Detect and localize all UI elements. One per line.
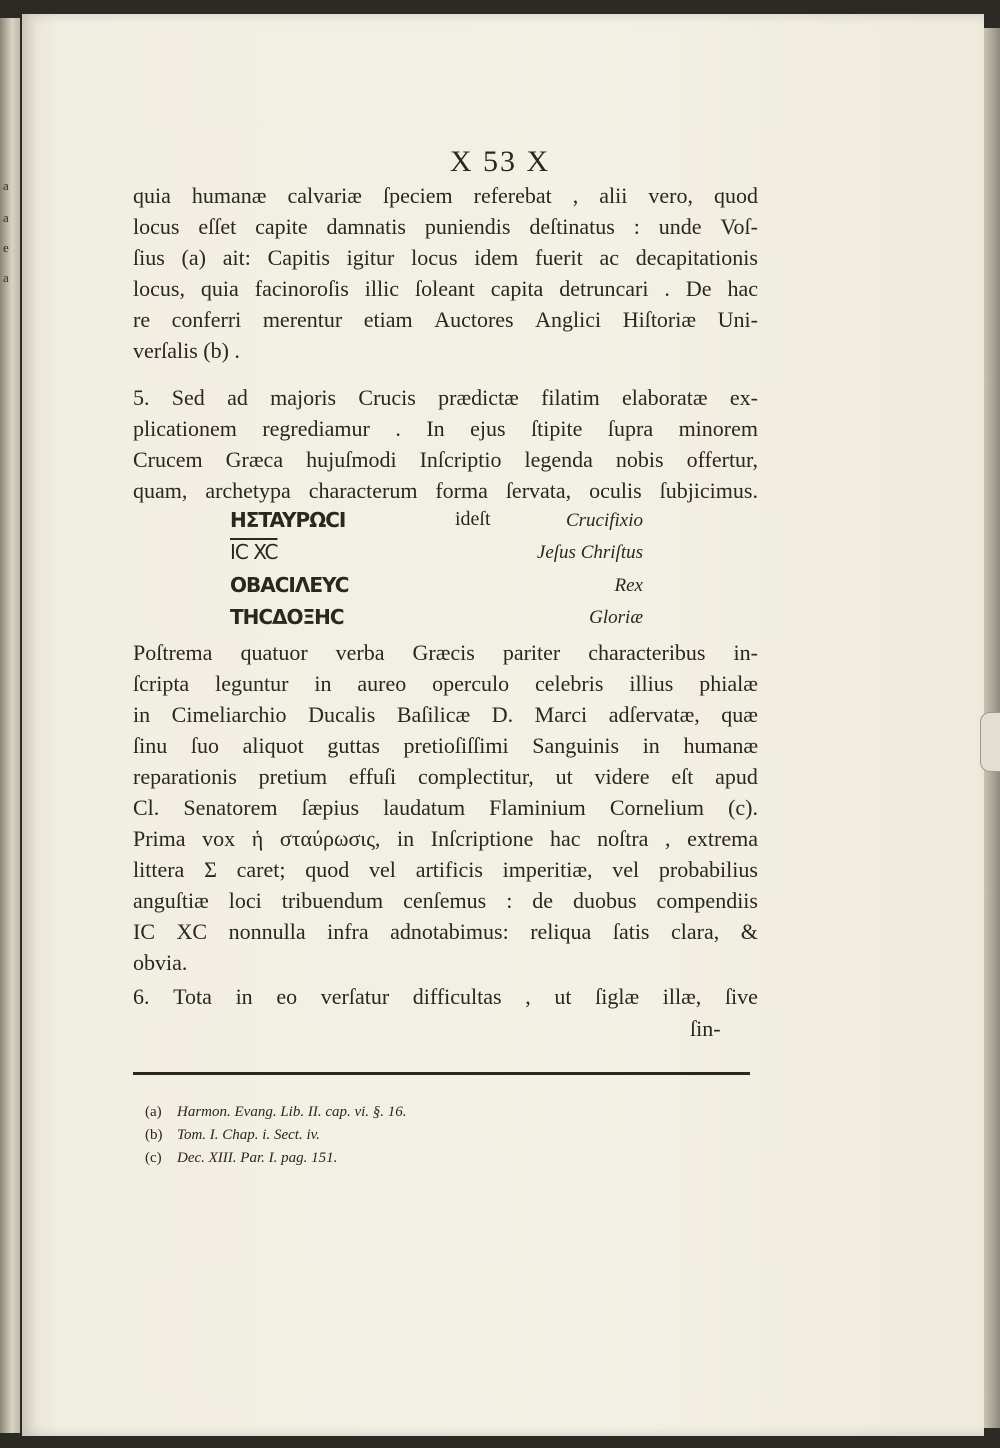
inscription-latin: Crucifixio [565, 510, 643, 531]
paragraph-3-line: Poſtrema quatuor verba Græcis pariter characteribus in- [133, 640, 758, 665]
inscription-greek: IC XC [230, 540, 278, 564]
paragraph-4-line: 6. Tota in eo verſatur difficultas , ut ſiglæ illæ, ſive [133, 984, 758, 1009]
paragraph-1-line: locus eſſet capite damnatis puniendis deſtinatus : unde Voſ- [133, 214, 758, 239]
footnote-text: Harmon. Evang. Lib. II. cap. vi. §. 16. [177, 1104, 407, 1120]
footnote [145, 1126, 320, 1144]
paragraph-2-line: 5. Sed ad majoris Crucis prædictæ filatim elaboratæ ex- [133, 385, 758, 410]
paragraph-3-line: Prima vox ἡ σταύρωσις, in Inſcriptione hac noſtra , extrema [133, 826, 758, 851]
footnote-text: Tom. I. Chap. i. Sect. iv. [177, 1127, 320, 1143]
adjacent-page-edge [0, 18, 20, 1433]
inscription-latin: Jeſus Chriſtus [536, 542, 643, 563]
paragraph-1-line: ſius (a) ait: Capitis igitur locus idem fuerit ac decapitationis [133, 245, 758, 270]
inscription-greek: THCΔOΞHC [230, 605, 344, 629]
paragraph-3-line: ſinu ſuo aliquot guttas pretioſiſſimi Sanguinis in humanæ [133, 733, 758, 758]
footnote-text: Dec. XIII. Par. I. pag. 151. [177, 1150, 338, 1166]
edge-letter: a [3, 210, 9, 225]
paragraph-3-line: anguſtiæ loci tribuendum cenſemus : de duobus compendiis [133, 888, 758, 913]
paragraph-3-line: in Cimeliarchio Ducalis Baſilicæ D. Marci adſervatæ, quæ [133, 702, 758, 727]
page-header: X 53 X [449, 145, 551, 178]
footnote [145, 1149, 337, 1167]
inscription-latin: Rex [614, 575, 643, 596]
inscription-greek: OBACIΛEYC [230, 573, 349, 597]
inscription-greek: HΣTAYPΩCI [230, 508, 346, 532]
footnote-mark: (b) [145, 1127, 163, 1143]
paragraph-3-line: littera Σ caret; quod vel artificis imperitiæ, vel probabilius [133, 857, 758, 882]
paragraph-3-line: Cl. Senatorem ſæpius laudatum Flaminium Cornelium (c). [133, 795, 758, 820]
paragraph-2-line: Crucem Græca hujuſmodi Inſcriptio legenda nobis offertur, [133, 447, 758, 472]
paragraph-2-line: quam, archetypa characterum forma ſervata, oculis ſubjicimus. [133, 478, 758, 503]
paragraph-3-line: IC XC nonnulla infra adnotabimus: reliqua ſatis clara, & [133, 919, 758, 944]
footnote-mark: (a) [145, 1104, 162, 1120]
page-tab [980, 712, 1000, 772]
paragraph-1-line: verſalis (b) . [133, 338, 240, 363]
paragraph-1-line: locus, quia facinoroſis illic ſoleant capita detruncari . De hac [133, 276, 758, 301]
catchword: ſin- [690, 1016, 721, 1041]
footnote-separator [133, 1072, 750, 1075]
paragraph-1-line: quia humanæ calvariæ ſpeciem referebat , alii vero, quod [133, 183, 758, 208]
idest-label: ideſt [455, 508, 491, 530]
edge-letter: e [3, 240, 9, 255]
edge-letter: a [3, 178, 9, 193]
inscription-latin: Gloriæ [589, 607, 643, 628]
edge-letter: a [3, 270, 9, 285]
paragraph-3-line: reparationis pretium effuſi complectitur, ut videre eſt apud [133, 764, 758, 789]
paragraph-3-line: ſcripta leguntur in aureo operculo celebris illius phialæ [133, 671, 758, 696]
paragraph-2-line: plicationem regrediamur . In ejus ſtipite ſupra minorem [133, 416, 758, 441]
footnote-mark: (c) [145, 1150, 162, 1166]
paragraph-1-line: re conferri merentur etiam Auctores Anglici Hiſtoriæ Uni- [133, 307, 758, 332]
paragraph-3-line: obvia. [133, 950, 188, 975]
footnote [145, 1103, 407, 1121]
